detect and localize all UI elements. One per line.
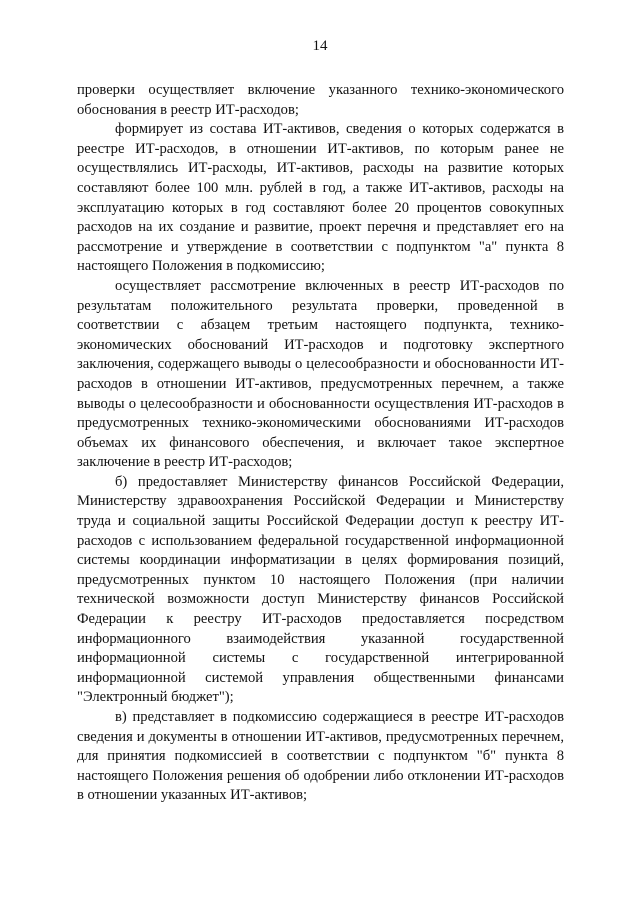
page-number: 14: [312, 38, 328, 54]
paragraph-verification-continuation: проверки осуществляет включение указанного технико-экономического обоснования в реестр ИТ-расходов;: [77, 82, 564, 118]
paragraph-forms-list: формирует из состава ИТ-активов, сведения о которых содержатся в реестре ИТ-расходов, в отношении ИТ-активов, по которым ранее не осуществлялись ИТ-расходы, ИТ-активов, расходы на развитие которых составляют более 100 млн. рублей в год, а также ИТ-активов, расходы на эксплуатацию которых в год составляют более 20 процентов совокупных расходов на их создание и развитие, проект перечня и представляет его на рассмотрение и утверждение в соответствии с подпунктом "а" пункта 8 настоящего Положения в подкомиссию;: [77, 121, 564, 275]
document-body: [77, 81, 564, 806]
paragraph-review-expert-conclusion: осуществляет рассмотрение включенных в реестр ИТ-расходов по результатам положительного результата проверки, проведенной в соответствии с абзацем третьим настоящего подпункта, технико-экономических обоснований ИТ-расходов и подготовку экспертного заключения, содержащего выводы о целесообразности и обоснованности ИТ-расходов в отношении ИТ-активов, предусмотренных перечнем, а также выводы о целесообразности и обоснованности осуществления ИТ-расходов в предусмотренных технико-экономическими обоснованиями ИТ-расходов объемах их финансового обеспечения, и включает такое экспертное заключение в реестр ИТ-расходов;: [77, 277, 564, 471]
paragraph-item-b-access: б) предоставляет Министерству финансов Российской Федерации, Министерству здравоохранения Российской Федерации и Министерству труда и социальной защиты Российской Федерации доступ к реестру ИТ-расходов с использованием федеральной государственной информационной системы координации информатизации в целях формирования позиций, предусмотренных пунктом 10 настоящего Положения (при наличии технической возможности доступ Министерству финансов Российской Федерации к реестру ИТ-расходов предоставляется посредством информационного взаимодействия указанной государственной информационной системы с государственной интегрированной информационной системой управления общественными финансами "Электронный бюджет");: [77, 473, 564, 706]
paragraph-item-v-submission: в) представляет в подкомиссию содержащиеся в реестре ИТ-расходов сведения и документы в отношении ИТ-активов, предусмотренных перечнем, для принятия подкомиссией в соответствии с подпунктом "б" пункта 8 настоящего Положения решения об одобрении либо отклонении ИТ-расходов в отношении указанных ИТ-активов;: [77, 709, 564, 804]
